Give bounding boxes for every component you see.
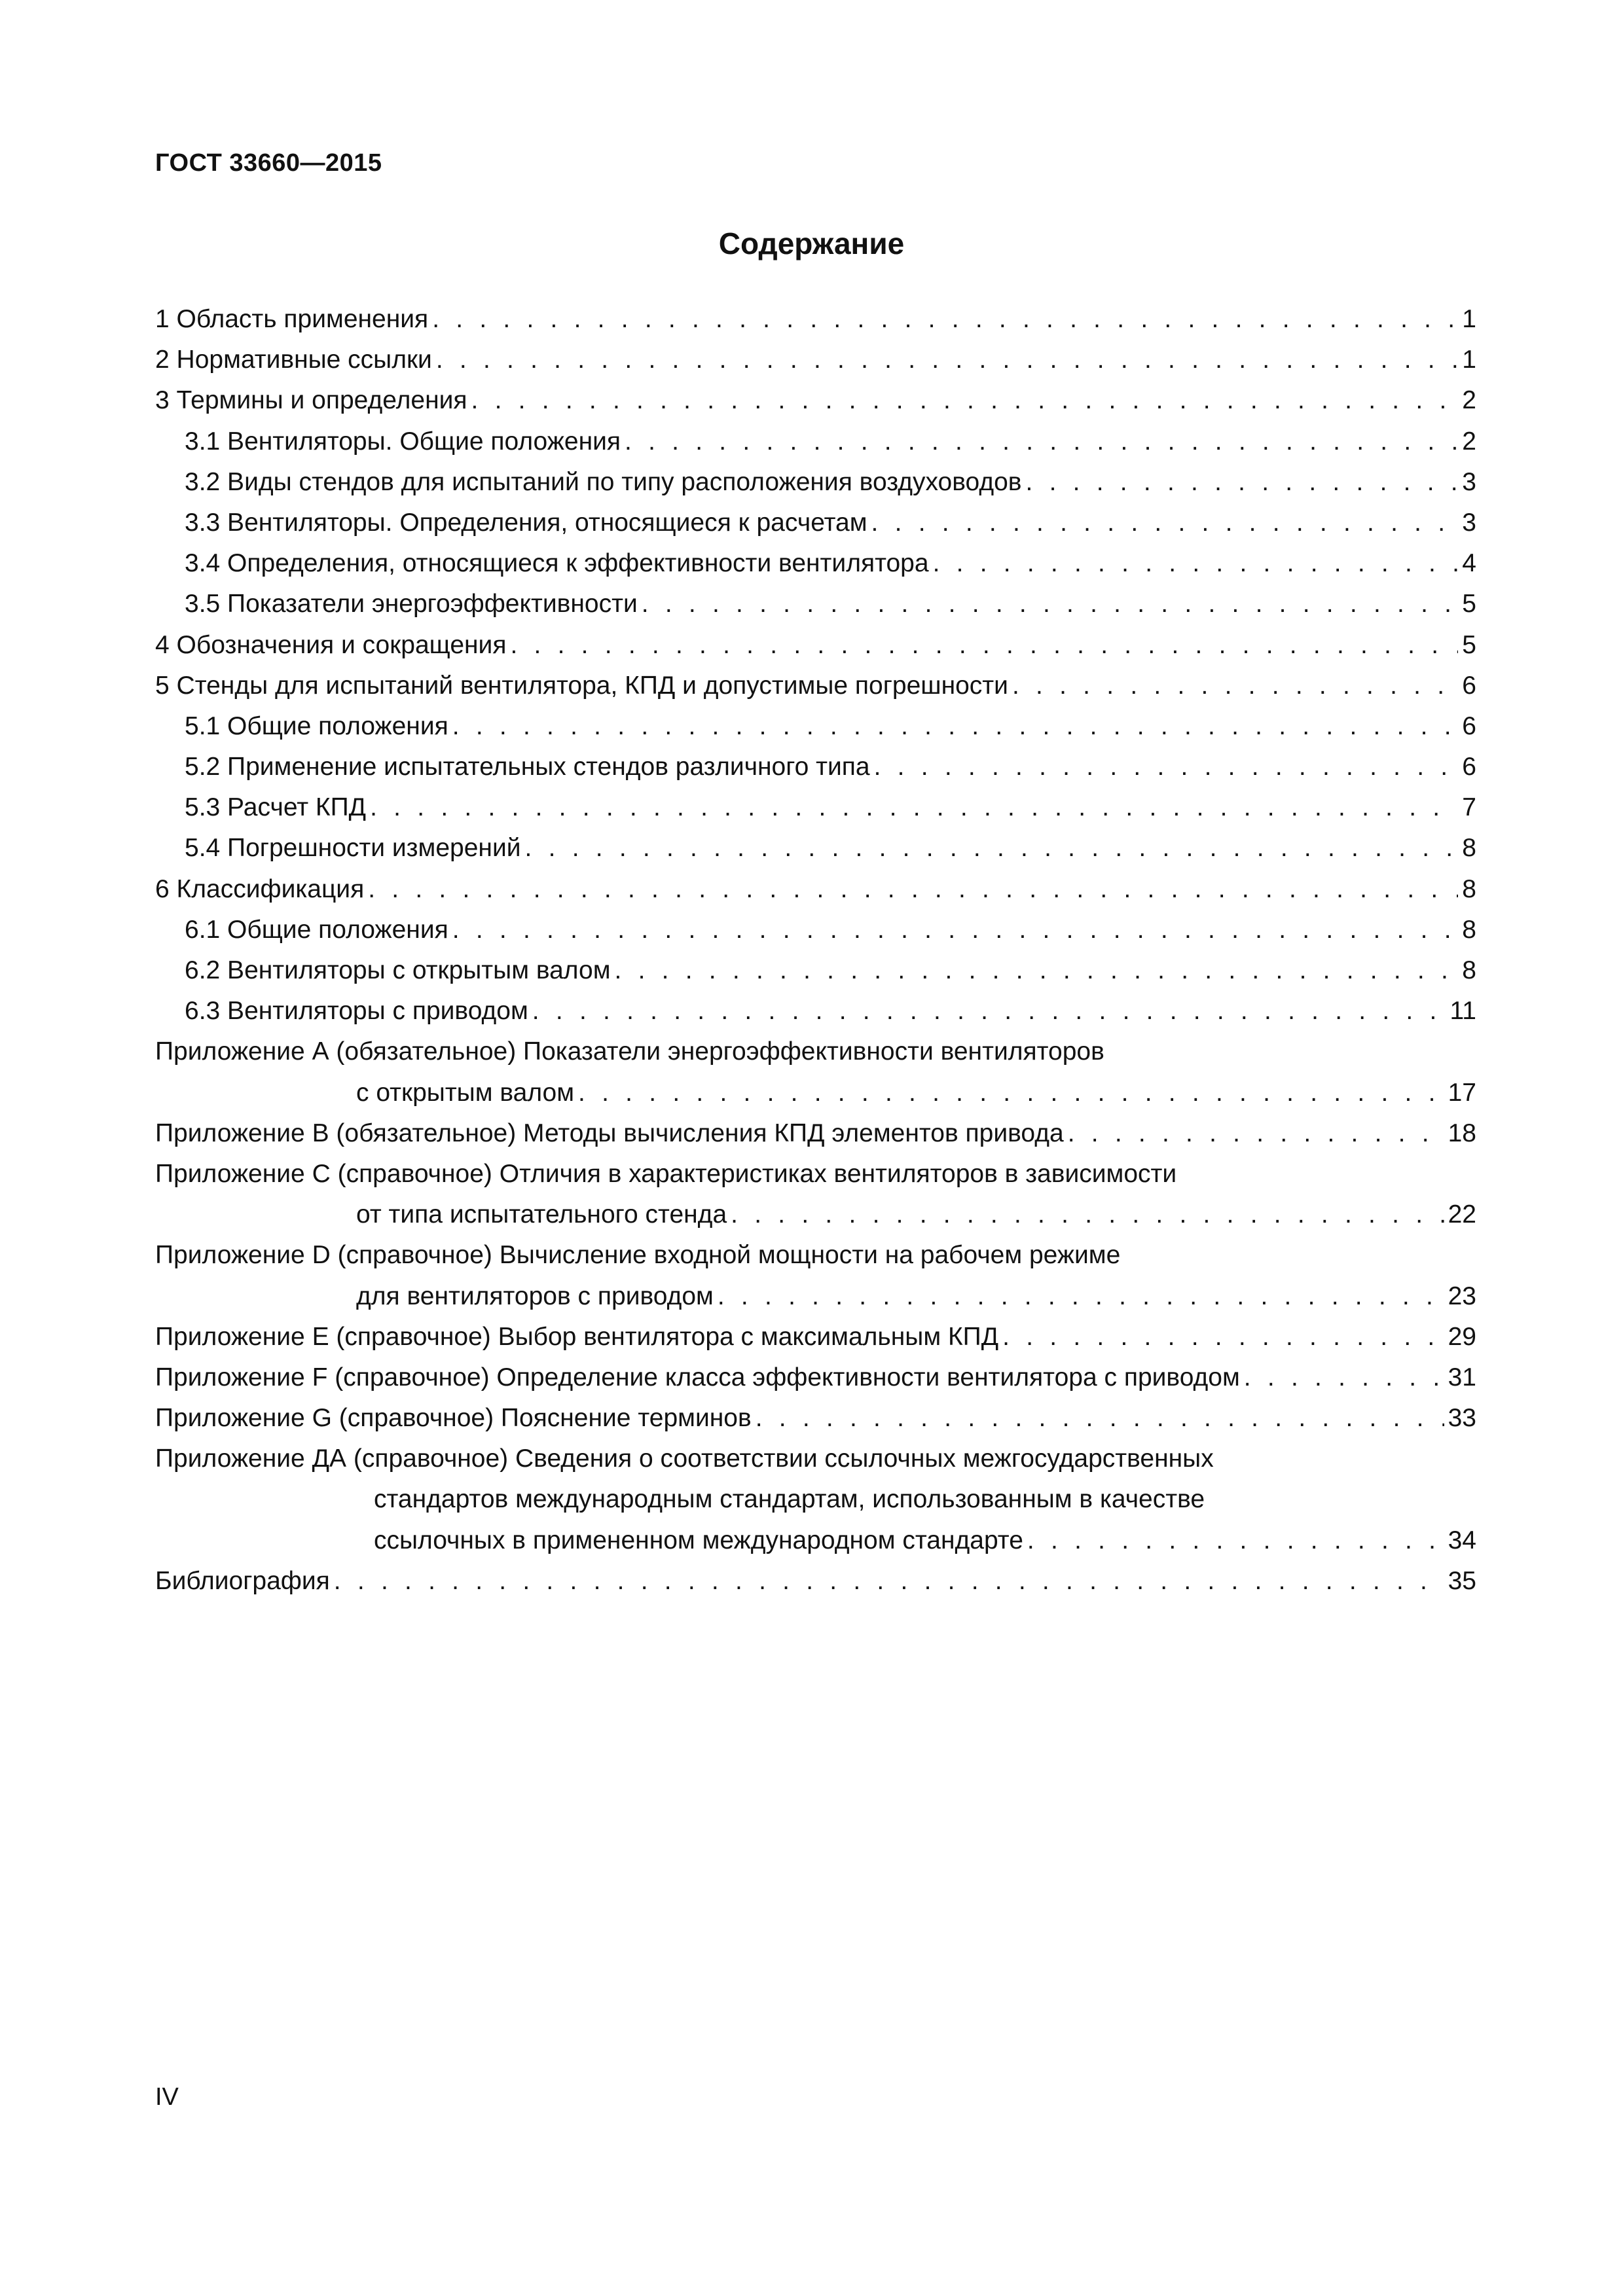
toc-entry-label: Приложение Е (справочное) Выбор вентилятора с максимальным КПД: [155, 1322, 999, 1351]
dot-leader: [625, 422, 1458, 462]
toc-entry-5-1[interactable]: [155, 706, 1476, 747]
toc-title: Содержание: [718, 226, 905, 260]
toc-entry-appendix-c[interactable]: [155, 1154, 1476, 1194]
table-of-contents: [155, 299, 1476, 1602]
toc-entry-6-2[interactable]: [155, 950, 1476, 991]
toc-entry-label: 4 Обозначения и сокращения: [155, 630, 507, 659]
toc-entry-3-5[interactable]: [155, 584, 1476, 624]
dot-leader: [370, 787, 1458, 828]
toc-entry-label: 6.1 Общие положения: [185, 915, 448, 944]
toc-entry-3-4[interactable]: [155, 543, 1476, 584]
toc-entry-appendix-da[interactable]: [155, 1439, 1476, 1479]
dot-leader: [642, 584, 1458, 624]
toc-page-number: 18: [1448, 1119, 1476, 1147]
toc-page-number: 11: [1450, 997, 1476, 1026]
toc-entry-appendix-b[interactable]: [155, 1113, 1476, 1154]
dot-leader: [718, 1276, 1444, 1317]
dot-leader: [615, 950, 1458, 991]
toc-page-number: 22: [1448, 1200, 1476, 1229]
document-code: ГОСТ 33660—2015: [155, 149, 382, 177]
toc-entry-label: 3.5 Показатели энергоэффективности: [185, 590, 638, 619]
toc-entry-label: 5.3 Расчет КПД: [185, 793, 367, 822]
toc-page-number: 4: [1462, 549, 1476, 578]
toc-page-number: 23: [1448, 1282, 1476, 1310]
dot-leader: [1244, 1357, 1444, 1398]
dot-leader: [436, 340, 1458, 380]
toc-page-number: 1: [1462, 305, 1476, 333]
toc-entry-label: 3.2 Виды стендов для испытаний по типу расположения воздуховодов: [185, 467, 1022, 496]
toc-entry-label: Библиография: [155, 1566, 330, 1595]
toc-page-number: 5: [1462, 630, 1476, 659]
dot-leader: [1002, 1317, 1444, 1357]
toc-entry-3[interactable]: [155, 380, 1476, 421]
toc-page-number: 8: [1462, 956, 1476, 984]
toc-entry-6[interactable]: [155, 869, 1476, 910]
toc-entry-appendix-d[interactable]: [155, 1235, 1476, 1276]
toc-entry-5[interactable]: [155, 666, 1476, 706]
toc-entry-label: Приложение D (справочное) Вычисление входной мощности на рабочем режиме: [155, 1241, 1121, 1270]
toc-entry-1[interactable]: [155, 299, 1476, 340]
toc-page-number: 17: [1448, 1078, 1476, 1107]
toc-page-number: 6: [1462, 711, 1476, 740]
toc-page-number: 5: [1462, 590, 1476, 619]
dot-leader: [1068, 1113, 1444, 1154]
toc-entry-appendix-da-cont-2[interactable]: [155, 1520, 1476, 1561]
toc-entry-6-1[interactable]: [155, 910, 1476, 950]
dot-leader: [510, 625, 1458, 666]
toc-entry-label: 6.2 Вентиляторы с открытым валом: [185, 956, 611, 984]
toc-entry-2[interactable]: [155, 340, 1476, 380]
toc-entry-appendix-f[interactable]: [155, 1357, 1476, 1398]
toc-entry-label: ссылочных в примененном международном стандарте: [374, 1526, 1023, 1554]
page-folio: IV: [155, 2083, 179, 2111]
toc-page-number: 34: [1448, 1526, 1476, 1554]
toc-page-number: 8: [1462, 874, 1476, 903]
toc-entry-4[interactable]: [155, 625, 1476, 666]
dot-leader: [578, 1073, 1444, 1113]
toc-entry-3-1[interactable]: [155, 422, 1476, 462]
toc-entry-label: Приложение С (справочное) Отличия в характеристиках вентиляторов в зависимости: [155, 1159, 1177, 1188]
toc-page-number: 8: [1462, 834, 1476, 863]
dot-leader: [432, 299, 1458, 340]
dot-leader: [334, 1561, 1444, 1602]
toc-entry-label: Приложение ДА (справочное) Сведения о соответствии ссылочных межгосударственных: [155, 1444, 1214, 1473]
toc-entry-label: 6 Классификация: [155, 874, 365, 903]
toc-entry-label: 6.3 Вентиляторы с приводом: [185, 997, 528, 1026]
toc-entry-label: 3.3 Вентиляторы. Определения, относящиеся к расчетам: [185, 508, 867, 537]
toc-entry-appendix-e[interactable]: [155, 1317, 1476, 1357]
toc-entry-appendix-c-cont[interactable]: [155, 1194, 1476, 1235]
toc-page-number: 31: [1448, 1363, 1476, 1391]
toc-entry-appendix-da-cont-1[interactable]: [155, 1479, 1476, 1520]
toc-entry-5-3[interactable]: [155, 787, 1476, 828]
dot-leader: [1012, 666, 1458, 706]
dot-leader: [1027, 1520, 1444, 1561]
toc-page-number: 6: [1462, 671, 1476, 700]
toc-entry-5-2[interactable]: [155, 747, 1476, 787]
dot-leader: [368, 869, 1458, 910]
toc-entry-bibliography[interactable]: [155, 1561, 1476, 1602]
toc-page-number: 29: [1448, 1322, 1476, 1351]
dot-leader: [452, 706, 1458, 747]
toc-entry-3-2[interactable]: [155, 462, 1476, 503]
toc-entry-3-3[interactable]: [155, 503, 1476, 543]
toc-entry-label: 5.4 Погрешности измерений: [185, 834, 521, 863]
toc-page-number: 7: [1462, 793, 1476, 822]
toc-page-number: 33: [1448, 1404, 1476, 1433]
dot-leader: [525, 828, 1458, 869]
toc-entry-5-4[interactable]: [155, 828, 1476, 869]
toc-entry-label: стандартов международным стандартам, использованным в качестве: [374, 1485, 1205, 1514]
toc-page-number: 3: [1462, 467, 1476, 496]
dot-leader: [532, 991, 1446, 1031]
toc-entry-6-3[interactable]: [155, 991, 1476, 1031]
toc-entry-label: с открытым валом: [356, 1078, 575, 1107]
toc-page-number: 1: [1462, 346, 1476, 374]
toc-entry-label: от типа испытательного стенда: [356, 1200, 727, 1229]
dot-leader: [933, 543, 1458, 584]
dot-leader: [874, 747, 1458, 787]
toc-entry-label: 3.1 Вентиляторы. Общие положения: [185, 427, 621, 456]
toc-entry-label: 5.1 Общие положения: [185, 711, 448, 740]
dot-leader: [452, 910, 1458, 950]
toc-entry-label: 2 Нормативные ссылки: [155, 346, 432, 374]
toc-entry-label: 5 Стенды для испытаний вентилятора, КПД и допустимые погрешности: [155, 671, 1008, 700]
toc-entry-label: 3 Термины и определения: [155, 386, 467, 415]
toc-page-number: 2: [1462, 427, 1476, 456]
toc-page-number: 35: [1448, 1566, 1476, 1595]
dot-leader: [731, 1194, 1444, 1235]
dot-leader: [756, 1398, 1444, 1439]
dot-leader: [471, 380, 1458, 421]
toc-entry-label: Приложение В (обязательное) Методы вычисления КПД элементов привода: [155, 1119, 1064, 1147]
toc-entry-label: 5.2 Применение испытательных стендов различного типа: [185, 753, 870, 781]
toc-entry-appendix-a[interactable]: [155, 1031, 1476, 1072]
toc-page-number: 3: [1462, 508, 1476, 537]
dot-leader: [1026, 462, 1458, 503]
toc-entry-label: 3.4 Определения, относящиеся к эффективности вентилятора: [185, 549, 929, 578]
toc-entry-label: 1 Область применения: [155, 305, 429, 333]
dot-leader: [871, 503, 1458, 543]
toc-entry-label: для вентиляторов с приводом: [356, 1282, 714, 1310]
toc-entry-appendix-g[interactable]: [155, 1398, 1476, 1439]
toc-page-number: 6: [1462, 753, 1476, 781]
toc-entry-appendix-d-cont[interactable]: [155, 1276, 1476, 1317]
toc-page-number: 8: [1462, 915, 1476, 944]
toc-page-number: 2: [1462, 386, 1476, 415]
toc-entry-label: Приложение F (справочное) Определение класса эффективности вентилятора с приводом: [155, 1363, 1240, 1391]
toc-entry-label: Приложение G (справочное) Пояснение терминов: [155, 1404, 752, 1433]
toc-entry-label: Приложение А (обязательное) Показатели энергоэффективности вентиляторов: [155, 1037, 1104, 1066]
toc-entry-appendix-a-cont[interactable]: [155, 1073, 1476, 1113]
